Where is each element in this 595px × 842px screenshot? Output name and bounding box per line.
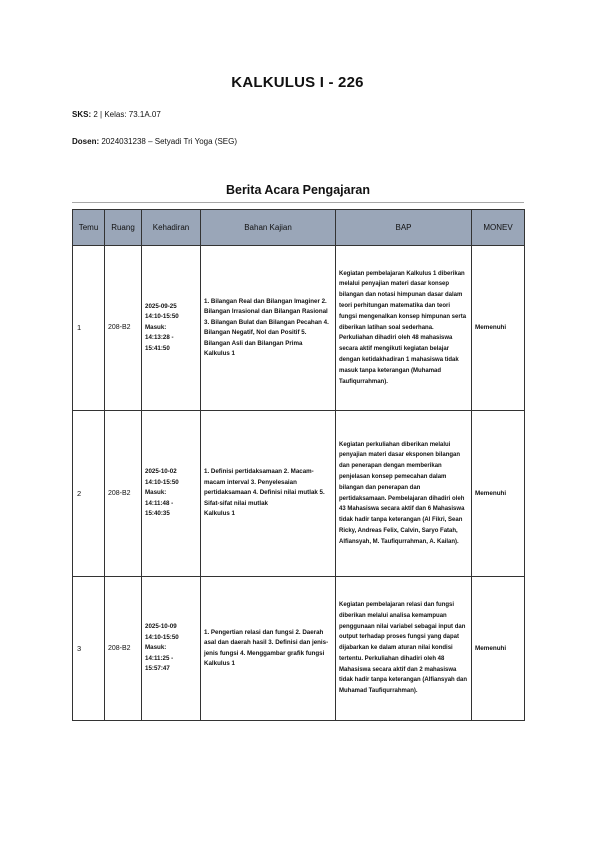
kehadiran-cell [142, 246, 201, 411]
kehadiran-cell [142, 411, 201, 577]
bahan-kajian-course: Kalkulus 1 [204, 660, 235, 667]
temu-cell: 2 [73, 411, 105, 577]
sks-kelas-value: 2 | Kelas: 73.1A.07 [93, 110, 161, 119]
ruang-cell: 208-B2 [105, 411, 142, 577]
section-divider [72, 202, 524, 203]
kehadiran-time: 14:10-15:50 [145, 633, 179, 641]
table-header-row [73, 210, 525, 246]
ruang-cell: 208-B2 [105, 246, 142, 411]
bap-table [72, 209, 525, 721]
monev-cell: Memenuhi [472, 577, 525, 721]
kehadiran-date: 2025-10-09 [145, 623, 177, 631]
kehadiran-out: 15:57:47 [145, 665, 170, 673]
kehadiran-in: 14:11:48 - [145, 499, 174, 507]
bap-cell: Kegiatan perkuliahan diberikan melalui penyajian materi dasar eksponen bilangan dan penerapan dengan memberikan penjelasan konsep pemecahan dalam bilangan dan penerapan dan pertidaksamaan. Pembelajaran dihadiri oleh 43 Mahasiswa secara aktif dan 6 Mahasiswa tidak hadir tanpa keterangan (Al Fikri, Sean Ricky, Andreas Felix, Calvin, Saryo Fatah, Alfiansyah, M. Taufiqurrahman, A. Kailan). [336, 411, 472, 577]
dosen-label: Dosen: [72, 137, 100, 146]
temu-cell: 3 [73, 577, 105, 721]
bahan-kajian-topics: 1. Pengertian relasi dan fungsi 2. Daerah asal dan daerah hasil 3. Definisi dan jenis-jenis fungsi 4. Menggambar grafik fungsi [204, 628, 329, 657]
col-header-temu: Temu [73, 210, 105, 246]
col-header-bap: BAP [336, 210, 472, 246]
monev-cell: Memenuhi [472, 246, 525, 411]
kehadiran-in: 14:13:28 - [145, 334, 174, 342]
ruang-cell: 208-B2 [105, 577, 142, 721]
bahan-kajian-topics: 1. Definisi pertidaksamaan 2. Macam-macam interval 3. Penyelesaian pertidaksamaan 4. Definisi nilai mutlak 5. Sifat-sifat nilai mutlak [204, 468, 325, 507]
document-title: KALKULUS I - 226 [231, 74, 364, 91]
kehadiran-date: 2025-10-02 [145, 468, 177, 476]
temu-cell: 1 [73, 246, 105, 411]
monev-cell: Memenuhi [472, 411, 525, 577]
bahan-kajian-cell [201, 577, 336, 721]
bahan-kajian-cell [201, 246, 336, 411]
sks-label: SKS: [72, 110, 92, 119]
bahan-kajian-topics: 1. Bilangan Real dan Bilangan Imaginer 2. Bilangan Irrasional dan Bilangan Rasional 3. Bilangan Bulat dan Bilangan Pecahan 4. Bilangan Negatif, Nol dan Positif 5. Bilangan Asli dan Bilangan Prima [204, 297, 329, 347]
kehadiran-time: 14:10-15:50 [145, 313, 179, 321]
kehadiran-label: Masuk: [145, 323, 167, 331]
table-row [73, 246, 525, 411]
bahan-kajian-cell [201, 411, 336, 577]
kehadiran-out: 15:41:50 [145, 344, 170, 352]
bap-cell: Kegiatan pembelajaran relasi dan fungsi diberikan melalui analisa kemampuan penggunaan nilai variabel sebagai input dan output terhadap proses fungsi yang dapat dijabarkan ke dalam aturan nilai kondisi tertentu. Perkuliahan dihadiri oleh 48 Mahasiswa secara aktif dan 2 mahasiswa tidak hadir tanpa keterangan (Alfiansyah dan Muhamad Taufiqurrahman). [336, 577, 472, 721]
kehadiran-in: 14:11:25 - [145, 654, 174, 662]
kehadiran-cell [142, 577, 201, 721]
section-title: Berita Acara Pengajaran [225, 183, 371, 197]
col-header-bahan-kajian: Bahan Kajian [201, 210, 336, 246]
kehadiran-label: Masuk: [145, 644, 167, 652]
dosen-line [72, 137, 237, 146]
kehadiran-label: Masuk: [145, 489, 167, 497]
col-header-kehadiran: Kehadiran [142, 210, 201, 246]
table-row [73, 577, 525, 721]
dosen-value: 2024031238 – Setyadi Tri Yoga (SEG) [101, 137, 238, 146]
col-header-ruang: Ruang [105, 210, 142, 246]
kehadiran-time: 14:10-15:50 [145, 478, 179, 486]
col-header-monev: MONEV [472, 210, 525, 246]
kehadiran-date: 2025-09-25 [145, 302, 177, 310]
sks-kelas-line [72, 110, 161, 119]
kehadiran-out: 15:40:35 [145, 510, 170, 518]
bap-cell: Kegiatan pembelajaran Kalkulus 1 diberikan melalui penyajian materi dasar konsep bilangan dan notasi himpunan dasar dalam teori perhitungan matematika dan teori fungsi mengenalkan konsep himpunan serta diberikan latihan soal sederhana. Perkuliahan dihadiri oleh 48 mahasiswa secara aktif mengikuti kegiatan belajar dengan ketidakhadiran 1 mahasiswa tidak masuk tanpa keterangan (Muhamad Taufiqurrahman). [336, 246, 472, 411]
bahan-kajian-course: Kalkulus 1 [204, 350, 235, 357]
table-row [73, 411, 525, 577]
bahan-kajian-course: Kalkulus 1 [204, 510, 235, 518]
